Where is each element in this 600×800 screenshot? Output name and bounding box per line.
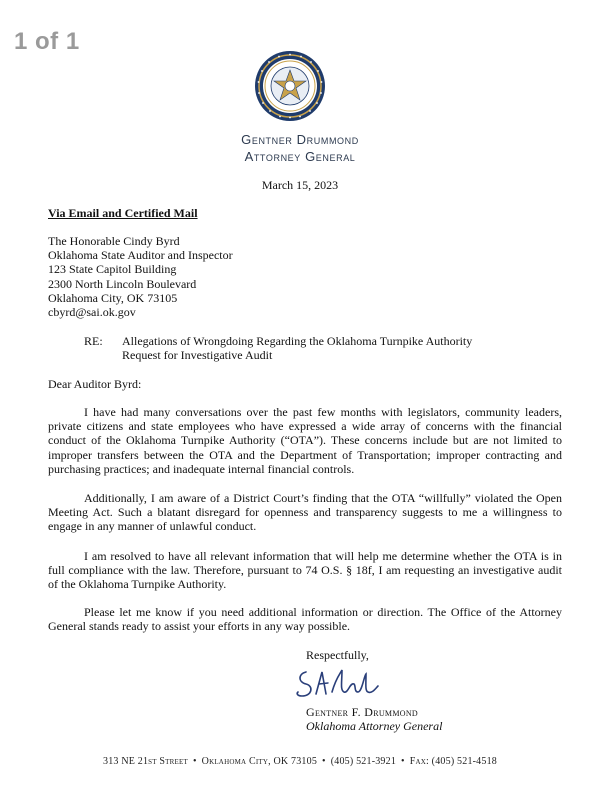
recipient-line: The Honorable Cindy Byrd: [48, 234, 180, 248]
body-paragraph: Please let me know if you need additional information or direction. The Office of the Attorney General stands ready to assist your efforts in any way possible.: [48, 605, 562, 634]
body-paragraph: I am resolved to have all relevant information that will help me determine whether the OTA is in full compliance with the law. Therefore, pursuant to 74 O.S. § 18f, I am requesting an investigative audit of the Oklahoma Turnpike Authority.: [48, 549, 562, 592]
closing: Respectfully,: [306, 648, 369, 662]
recipient-address: [48, 234, 562, 319]
delivery-method: Via Email and Certified Mail: [48, 206, 198, 220]
footer-street: 313 NE 21st Street: [103, 756, 188, 767]
footer-phone: (405) 521-3921: [330, 756, 397, 767]
body-paragraph: I have had many conversations over the past few months with legislators, community leaders, private citizens and state employees who have expressed a wide array of concerns with the financial conduct of the Oklahoma Turnpike Authority (“OTA”). These concerns include but are not limited to improper transfers between the OTA and the Department of Transportation; improper contracting and purchasing practices; and inadequate internal financial controls.: [48, 405, 562, 476]
footer-separator: •: [401, 756, 405, 767]
letterhead: [0, 131, 600, 165]
state-seal-icon: [254, 50, 326, 122]
recipient-line: Oklahoma City, OK 73105: [48, 290, 178, 305]
re-label: RE:: [84, 334, 103, 348]
footer: [0, 756, 600, 767]
recipient-line: 123 State Capitol Building: [48, 262, 177, 277]
signature-icon: [292, 664, 382, 702]
signer-title: Oklahoma Attorney General: [306, 719, 443, 733]
signer-block: [306, 705, 442, 733]
recipient-email: cbyrd@sai.ok.gov: [48, 305, 136, 320]
office-title: Attorney General: [244, 149, 356, 164]
signer-name: Gentner F. Drummond: [306, 705, 418, 719]
footer-fax: Fax: (405) 521-4518: [409, 756, 497, 767]
letter-date: March 15, 2023: [261, 178, 339, 192]
page-counter: 1 of 1: [14, 28, 80, 55]
re-line: Request for Investigative Audit: [122, 348, 273, 363]
footer-city: Oklahoma City, OK 73105: [201, 756, 318, 767]
footer-separator: •: [322, 756, 326, 767]
salutation: Dear Auditor Byrd:: [48, 377, 142, 391]
recipient-line: Oklahoma State Auditor and Inspector: [48, 248, 233, 263]
footer-separator: •: [192, 756, 197, 767]
recipient-line: 2300 North Lincoln Boulevard: [48, 276, 197, 291]
body-paragraph: Additionally, I am aware of a District Court’s finding that the OTA “willfully” violated the Open Meeting Act. Such a blatant disregard for openness and transparency suggests to me a willingness to engage in any manner of unlawful conduct.: [48, 491, 562, 534]
re-text: [122, 334, 552, 362]
re-line: Allegations of Wrongdoing Regarding the Oklahoma Turnpike Authority: [122, 334, 473, 348]
attorney-name: Gentner Drummond: [241, 132, 359, 147]
